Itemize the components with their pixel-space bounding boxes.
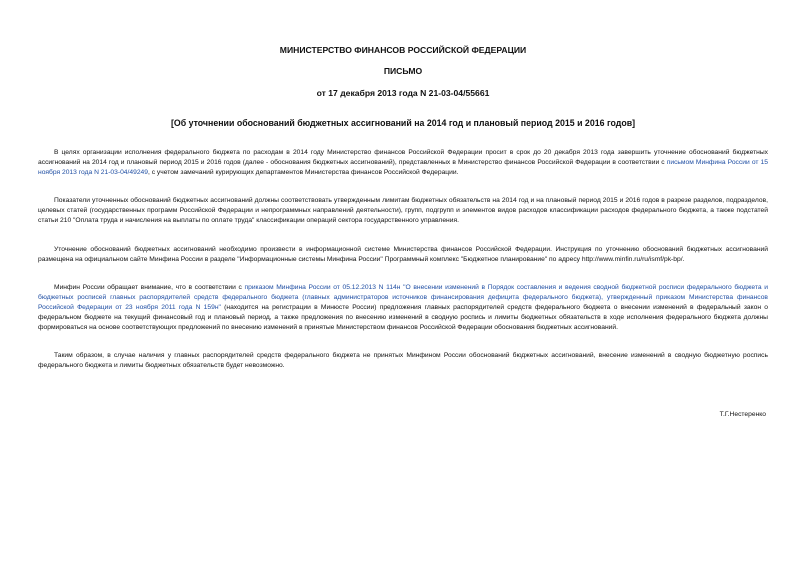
paragraph-5: Таким образом, в случае наличия у главных распорядителей средств федерального бюджета не принятых Минфином России обоснований бюджетных ассигнований, внесение изменений в сводную бюджетную роспись федерального бюджета и лимиты бюджетных обязательств будет невозможно.	[38, 352, 768, 369]
paragraph-1	[38, 148, 768, 178]
paragraph-4-text-b: (находится на регистрации в Минюсте России) предложения главных распорядителей средств федерального бюджета о внесении изменений в федеральный закон о федеральном бюджете на текущий финансовый год и плановый период, а также предложения по внесению изменений в сводную роспись и лимиты бюджетных обязательств в ходе исполнения федерального бюджета должны формироваться на основе соответствующих предложений по внесению изменений в принятые Министерством финансов Российской Федерации обоснования бюджетных ассигнований.	[38, 304, 768, 331]
order-reference-link[interactable]: приказом Минфина России от 05.12.2013 N 114н "О внесении изменений в Порядок составления и ведения сводной бюджетной росписи федерального бюджета и бюджетных росписей главных распорядителей средств федерального бюджета (главных администраторов источников финансирования дефицита федерального бюджета), утвержденный приказом Министерства финансов Российской Федерации от 23 ноября 2011 года N 159н"	[38, 284, 768, 311]
paragraph-4	[38, 283, 768, 333]
document-subject: [Об уточнении обоснований бюджетных ассигнований на 2014 год и плановый период 2015 и 2016 годов]	[170, 118, 636, 128]
paragraph-2: Показатели уточненных обоснований бюджетных ассигнований должны соответствовать утвержденным лимитам бюджетных обязательств на 2014 год и на плановый период 2015 и 2016 годов в разрезе разделов, подразделов, целевых статей (государственных программ Российской Федерации и непрограммных направлений деятельности), групп, подгрупп и элементов видов расходов классификации расходов федерального бюджета, а также подстатей статьи 210 "Оплата труда и начисления на выплаты по оплате труда" классификации операций сектора государственного управления.	[38, 197, 768, 224]
paragraph-1-text-b: , с учетом замечаний курирующих департаментов Министерства финансов Российской Федерации.	[147, 169, 459, 176]
paragraph-3: Уточнение обоснований бюджетных ассигнований необходимо произвести в информационной системе Министерства финансов Российской Федерации. Инструкция по уточнению обоснований бюджетных ассигнований размещена на официальном сайте Минфина России в разделе "Информационные системы Минфина России" Программный комплекс "Бюджетное планирование" по адресу http://www.minfin.ru/ru/ismf/pk-bp/.	[38, 246, 768, 263]
document-date-number: от 17 декабря 2013 года N 21-03-04/55661	[316, 88, 490, 98]
paragraph-1-text-a: В целях организации исполнения федерального бюджета по расходам в 2014 году Министерство финансов Российской Федерации просит в срок до 20 декабря 2013 года завершить уточнение обоснований бюджетных ассигнований на 2014 год и плановый период 2015 и 2016 годов (далее - обоснования бюджетных ассигнований), представленных в Министерство финансов Российской Федерации в соответствии с	[38, 149, 768, 166]
document-type: ПИСЬМО	[383, 66, 423, 76]
signature: Т.Г.Нестеренко	[719, 411, 766, 418]
ministry-title: МИНИСТЕРСТВО ФИНАНСОВ РОССИЙСКОЙ ФЕДЕРАЦИИ	[279, 45, 527, 55]
paragraph-4-text-a: Минфин России обращает внимание, что в соответствии с	[54, 284, 245, 291]
document-page	[38, 40, 768, 420]
letter-reference-link[interactable]: письмом Минфина России от 15 ноября 2013 года N 21-03-04/49249	[38, 159, 768, 176]
